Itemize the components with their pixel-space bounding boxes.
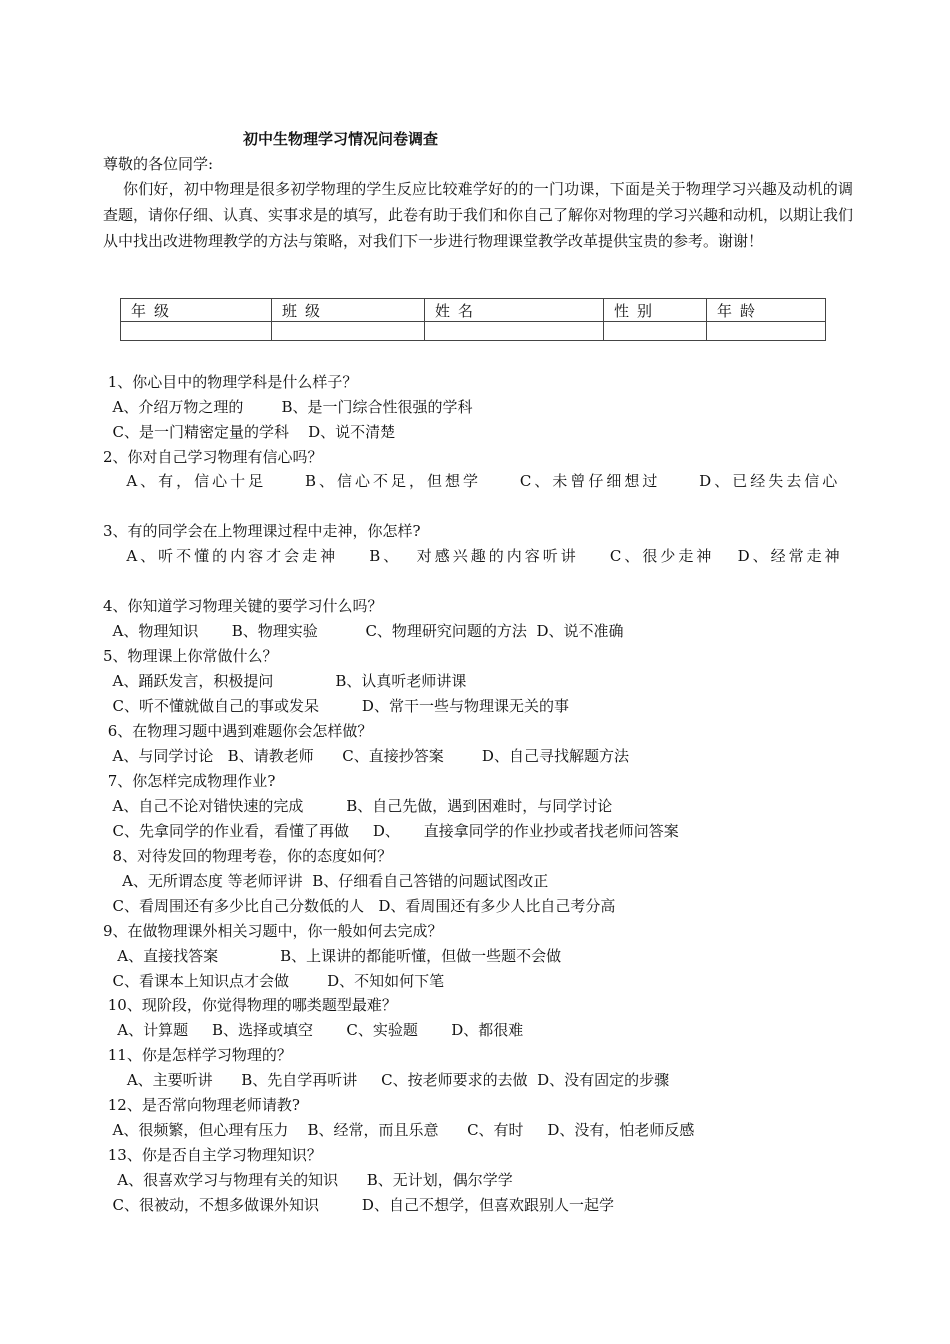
question-8: 8、对待发回的物理考卷，你的态度如何？ [103, 847, 393, 865]
question-9: 9、在做物理课外相关习题中，你一般如何去完成？ [103, 922, 443, 940]
question-10-options: A、计算题 B、选择或填空 C、实验题 D、都很难 [103, 1021, 524, 1039]
greeting: 尊敬的各位同学: [103, 155, 214, 173]
question-5-options-cd: C、听不懂就做自己的事或发呆 D、常干一些与物理课无关的事 [103, 697, 569, 715]
question-6-options: A、与同学讨论 B、请教老师 C、直接抄答案 D、自己寻找解题方法 [103, 747, 629, 765]
class-header: 班级 [272, 299, 425, 322]
question-12: 12、是否常向物理老师请教? [103, 1096, 300, 1114]
question-7-options-ab: A、自己不论对错快速的完成 B、自己先做，遇到困难时，与同学讨论 [103, 797, 613, 815]
question-9-options-ab: A、直接找答案 B、上课讲的都能听懂，但做一些题不会做 [103, 947, 562, 965]
grade-header: 年级 [121, 299, 272, 322]
question-3: 3、有的同学会在上物理课过程中走神，你怎样? [103, 522, 421, 540]
question-8-options-ab: A、无所谓态度 等老师评讲 B、仔细看自己答错的问题试图改正 [103, 872, 549, 890]
question-11-options: A、主要听讲 B、先自学再听讲 C、按老师要求的去做 D、没有固定的步骤 [103, 1071, 670, 1089]
class-cell[interactable] [272, 322, 425, 341]
question-13-options-ab: A、很喜欢学习与物理有关的知识 B、无计划，偶尔学学 [103, 1171, 513, 1189]
question-11: 11、你是怎样学习物理的？ [103, 1046, 292, 1064]
question-2-options: A、有，信心十足 B、信心不足，但想学 C、未曾仔细想过 D、已经失去信心 [103, 472, 841, 490]
question-1-options-ab: A、介绍万物之理的 B、是一门综合性很强的学科 [103, 398, 473, 416]
question-4-options: A、物理知识 B、物理实验 C、物理研究问题的方法 D、说不准确 [103, 622, 624, 640]
age-cell[interactable] [707, 322, 826, 341]
question-10: 10、现阶段，你觉得物理的哪类题型最难？ [103, 996, 397, 1014]
gender-cell[interactable] [604, 322, 707, 341]
grade-cell[interactable] [121, 322, 272, 341]
question-8-options-cd: C、看周围还有多少比自己分数低的人 D、看周围还有多少人比自己考分高 [103, 897, 616, 915]
question-9-options-cd: C、看课本上知识点才会做 D、不知如何下笔 [103, 972, 445, 990]
intro-paragraph: 你们好，初中物理是很多初学物理的学生反应比较难学好的的一门功课，下面是关于物理学习兴趣及动机的调查题，请你仔细、认真、实事求是的填写，此卷有助于我们和你自己了解你对物理的学习兴趣和动机，以期让我们从中找出改进物理教学的方法与策略，对我们下一步进行物理课堂教学改革提供宝贵的参考。谢谢！ [103, 180, 854, 250]
question-4: 4、你知道学习物理关键的要学习什么吗？ [103, 597, 383, 615]
question-6: 6、在物理习题中遇到难题你会怎样做？ [103, 722, 373, 740]
student-info-table [120, 298, 826, 341]
document-title: 初中生物理学习情况问卷调查 [243, 130, 439, 148]
age-header: 年龄 [707, 299, 826, 322]
question-12-options: A、很频繁，但心理有压力 B、经常，而且乐意 C、有时 D、没有，怕老师反感 [103, 1121, 695, 1139]
info-header-row [121, 299, 826, 322]
gender-header: 性别 [604, 299, 707, 322]
question-13: 13、你是否自主学习物理知识？ [103, 1146, 322, 1164]
question-7-options-cd: C、先拿同学的作业看，看懂了再做 D、 直接拿同学的作业抄或者找老师问答案 [103, 822, 679, 840]
question-13-options-cd: C、很被动，不想多做课外知识 D、自己不想学，但喜欢跟别人一起学 [103, 1196, 614, 1214]
question-1: 1、你心目中的物理学科是什么样子？ [103, 373, 358, 391]
name-header: 姓名 [425, 299, 604, 322]
question-2: 2、你对自己学习物理有信心吗？ [103, 448, 323, 466]
info-input-row [121, 322, 826, 341]
name-cell[interactable] [425, 322, 604, 341]
question-1-options-cd: C、是一门精密定量的学科 D、说不清楚 [103, 423, 396, 441]
question-3-options: A、听不懂的内容才会走神 B、 对感兴趣的内容听讲 C、很少走神 D、经常走神 [103, 547, 843, 565]
question-5-options-ab: A、踊跃发言，积极提问 B、认真听老师讲课 [103, 672, 467, 690]
question-7: 7、你怎样完成物理作业? [103, 772, 276, 790]
question-5: 5、物理课上你常做什么？ [103, 647, 278, 665]
